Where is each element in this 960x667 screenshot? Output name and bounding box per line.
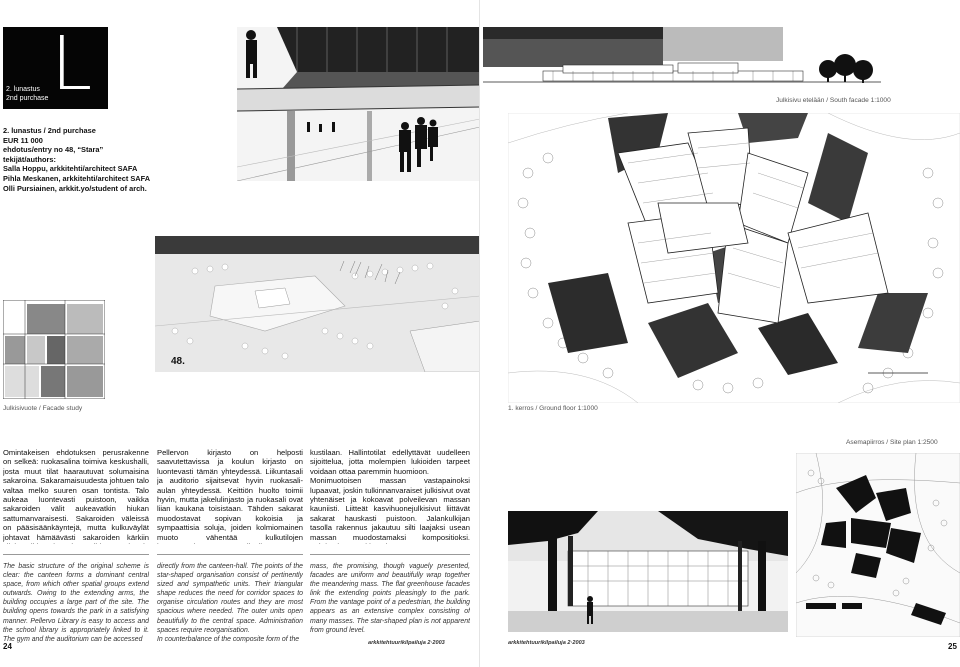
ground-floor-caption: 1. kerros / Ground floor 1:1000 bbox=[508, 405, 598, 412]
divider-rule bbox=[310, 554, 470, 555]
divider-rule bbox=[157, 554, 303, 555]
english-text-col2: directly from the canteen-hall. The points of the star-shaped organisation consist of pertinently sized and sympathetic units. Their triangular shape reduces the need for corridor spaces to organise circulation routes and they are most spacious where needed. The outer units open beautifully to the central space. Administration spaces require reorganisation. In counterbalance of the composite form of the bbox=[157, 563, 303, 643]
badge-subtitle bbox=[6, 85, 48, 103]
badge-line-2: 2nd purchase bbox=[6, 95, 49, 102]
south-facade-image bbox=[483, 27, 881, 93]
finnish-text-col3: kustilaan. Hallintotilat edellyttävät uudelleen sijoittelua, jotta molempien lukioiden tarpeet voidaan ottaa paremmin huomioon. Monimuotoisen massan vastapainoksi lupaavat, joskin tulkinnanvaraiset julkisivut ovat yhtenäiset ja kokoavat polveilevan massan kauniisti. Liitteät kasvihuonejulkisivut liittävät sakarat hauskasti puistoon. Jalankulkijan tasolla rakennus jakautuu silti laajaksi usean massan muodostamaksi kompositioksi. bbox=[310, 448, 470, 542]
model-photo bbox=[155, 236, 480, 372]
badge-letter: L bbox=[51, 21, 93, 107]
interior-perspective-image bbox=[237, 27, 480, 181]
facade-study-image bbox=[3, 300, 105, 399]
journal-footer-right: arkkitehtuurikilpailuja 2·2003 bbox=[508, 640, 585, 646]
entry-info bbox=[3, 126, 203, 193]
site-plan-image bbox=[796, 453, 960, 637]
english-text-col3-visible: mass, the promising, though vaguely presented, facades are uniform and beautifully wrap together the meandering mass. The flat greenhouse facades link the extending points pleasingly to the park. From the vantage point of a pedestrian, the building appears as an extensive complex consisting of many masses. The star-shaped plan is not apparent from ground level. bbox=[310, 563, 470, 634]
page-number-right: 25 bbox=[948, 642, 957, 651]
facade-study-caption: Julkisivuote / Facade study bbox=[3, 405, 83, 412]
finnish-text-col1: Omintakeisen ehdotuksen perusrakenne on selkeä: ruokasalina toimiva keskushalli, josta muut tilat haarautuvat solumaisina sakaroina. Sakaramaisuudesta johtuen talo valtaa melko suuren osan tontista. Talo aukeaa luontevasti puistoon, vaikka sakaroiden välit aukeavatkin hiukan sattumanvaraisesti. Sakaroiden väleissä on pääsisäänkäyntejä, mutta kulkuväylät johtavat hämäävästi sakaroiden kärkiin bbox=[3, 448, 149, 542]
ground-floor-plan bbox=[508, 113, 960, 403]
divider-rule bbox=[3, 554, 149, 555]
badge-line-1: 2. lunastus bbox=[6, 86, 40, 93]
page-number-left: 24 bbox=[3, 642, 12, 651]
site-plan-caption: Asemapiirros / Site plan 1:2500 bbox=[846, 439, 938, 446]
entry-line: EUR 11 000 bbox=[3, 135, 43, 145]
finnish-text-col2: Pellervon kirjasto on helposti saavutettavissa ja koulun kirjasto on luontevasti tämän yhteydessä. Liikuntasali ja auditorio sijaitsevat hyvin ruokasali-aulan yhteydessä. Keittiön huolto toimii hyvin, mutta jakelulinjasto ja ruokasali ovat liian kaukana toisistaan. Tähden sakarat muodostavat sopivan kokoisia ja sympaattisia soluja, joiden kolmiomainen muoto vähentää kulkutilojen bbox=[157, 448, 303, 542]
south-facade-caption: Julkisivu etelään / South facade 1:1000 bbox=[776, 97, 891, 104]
entry-line: tekijät/authors: bbox=[3, 154, 56, 164]
entry-line: 2. lunastus / 2nd purchase bbox=[3, 126, 96, 135]
tree-perspective-image bbox=[508, 511, 788, 632]
entry-line: Olli Pursiainen, arkkit.yo/student of arch. bbox=[3, 183, 147, 193]
right-page bbox=[480, 0, 960, 667]
purchase-badge bbox=[3, 21, 108, 109]
entry-line: Salla Hoppu, arkkitehti/architect SAFA bbox=[3, 164, 138, 174]
english-text-col1: The basic structure of the original scheme is clear: the canteen forms a dominant central space, from which other spatial groups extend outwards. Owing to the extending arms, the building occupies a large part of the site. The building opens towards the park in a satisfying manner. Pellervo Library is easy to access and the school library is appropriately linked to it. The gym and the auditorium can be accessed bbox=[3, 563, 149, 643]
entry-number-label: 48. bbox=[171, 356, 185, 367]
entry-line: Pihla Meskanen, arkkitehti/architect SAFA bbox=[3, 173, 151, 183]
entry-line: ehdotus/entry no 48, “Stara” bbox=[3, 145, 104, 155]
journal-footer-left: arkkitehtuurikilpailuja 2·2003 bbox=[368, 640, 445, 646]
